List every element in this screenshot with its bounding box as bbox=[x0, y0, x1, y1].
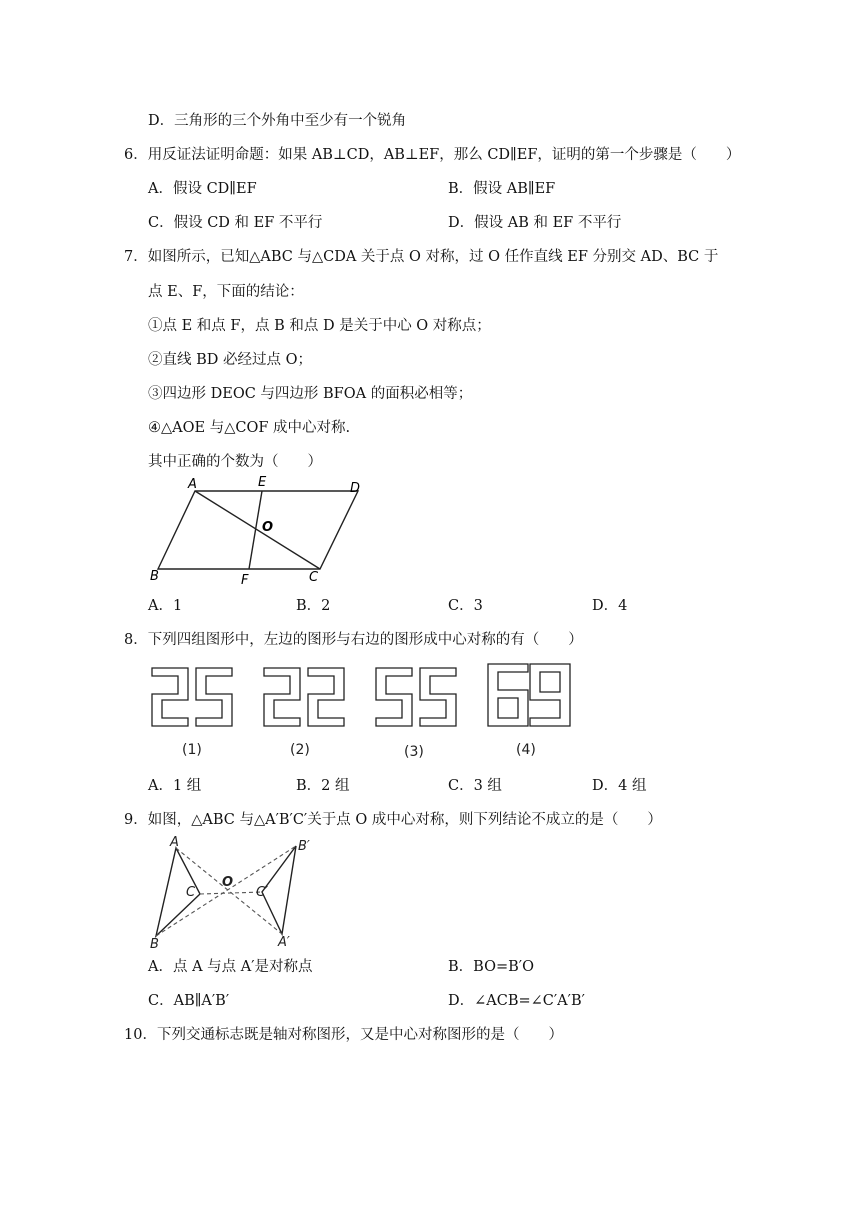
q9-stem: 9．如图，△ABC 与△A′B′C′关于点 O 成中心对称，则下列结论不成立的是（ ） bbox=[124, 812, 662, 828]
q7-diagonal-ac bbox=[195, 491, 320, 569]
q8-digit-pairs-figure bbox=[148, 660, 578, 766]
q8-option-c: C．3 组 bbox=[448, 778, 502, 794]
q9-symmetric-triangles-figure bbox=[144, 834, 324, 952]
q7-statement-4: ④△AOE 与△COF 成中心对称. bbox=[148, 420, 351, 436]
q9-label-b: B bbox=[150, 937, 159, 952]
q8-group-label-1: (1) bbox=[182, 742, 202, 758]
q9-label-o: O bbox=[222, 875, 234, 890]
q9-label-b-prime: B′ bbox=[298, 839, 310, 854]
q7-question: 其中正确的个数为（ ） bbox=[148, 454, 322, 470]
q8-option-d: D．4 组 bbox=[592, 778, 647, 794]
q9-option-b: B．BO=B′O bbox=[448, 959, 534, 975]
q6-option-b: B．假设 AB∥EF bbox=[448, 181, 556, 197]
q7-label-b: B bbox=[150, 569, 159, 584]
q8-group-2-shapes bbox=[264, 668, 344, 726]
q9-dashed-lines bbox=[156, 846, 296, 936]
q6-option-a: A．假设 CD∥EF bbox=[148, 181, 257, 197]
q6-stem: 6．用反证法证明命题：如果 AB⊥CD，AB⊥EF，那么 CD∥EF，证明的第一个步骤是（ ） bbox=[124, 147, 741, 163]
q7-line-ef bbox=[249, 491, 262, 569]
q7-stem-line2: 点 E、F，下面的结论： bbox=[148, 284, 304, 300]
q7-label-f: F bbox=[241, 573, 249, 588]
q7-label-e: E bbox=[258, 475, 267, 490]
q6-option-d: D．假设 AB 和 EF 不平行 bbox=[448, 215, 622, 231]
q7-option-a: A．1 bbox=[148, 598, 183, 614]
q8-group-4-shapes bbox=[488, 664, 570, 726]
q7-option-d: D．4 bbox=[592, 598, 628, 614]
q7-label-c: C bbox=[309, 570, 319, 585]
q8-group-label-3: (3) bbox=[404, 744, 424, 760]
q9-option-d: D．∠ACB=∠C′A′B′ bbox=[448, 993, 585, 1009]
q7-label-o: O bbox=[262, 520, 274, 535]
q7-label-a: A bbox=[188, 477, 197, 492]
q7-statement-1: ①点 E 和点 F，点 B 和点 D 是关于中心 O 对称点； bbox=[148, 318, 491, 334]
q5-option-d: D．三角形的三个外角中至少有一个锐角 bbox=[148, 113, 407, 129]
q7-parallelogram-figure bbox=[140, 474, 380, 590]
q9-label-a: A bbox=[170, 835, 179, 850]
q7-statement-2: ②直线 BD 必经过点 O； bbox=[148, 352, 312, 368]
q8-option-b: B．2 组 bbox=[296, 778, 350, 794]
q7-option-c: C．3 bbox=[448, 598, 483, 614]
q7-statement-3: ③四边形 DEOC 与四边形 BFOA 的面积必相等； bbox=[148, 386, 473, 402]
q9-label-c: C bbox=[186, 885, 196, 900]
q8-option-a: A．1 组 bbox=[148, 778, 202, 794]
q8-group-1-shapes bbox=[152, 668, 232, 726]
q7-label-d: D bbox=[350, 481, 361, 496]
q9-label-a-prime: A′ bbox=[278, 935, 290, 950]
q9-option-a: A．点 A 与点 A′是对称点 bbox=[148, 959, 313, 975]
q8-stem: 8．下列四组图形中，左边的图形与右边的图形成中心对称的有（ ） bbox=[124, 632, 583, 648]
q8-group-label-4: (4) bbox=[516, 742, 536, 758]
q7-stem-line1: 7．如图所示，已知△ABC 与△CDA 关于点 O 对称，过 O 任作直线 EF 分别交 AD、BC 于 bbox=[124, 249, 719, 265]
q8-group-3-shapes bbox=[376, 668, 456, 726]
q7-option-b: B．2 bbox=[296, 598, 331, 614]
q9-option-c: C．AB∥A′B′ bbox=[148, 993, 230, 1009]
q10-stem: 10．下列交通标志既是轴对称图形，又是中心对称图形的是（ ） bbox=[124, 1027, 563, 1043]
q9-label-c-prime: C′ bbox=[256, 885, 269, 900]
q8-group-label-2: (2) bbox=[290, 742, 310, 758]
q6-option-c: C．假设 CD 和 EF 不平行 bbox=[148, 215, 323, 231]
